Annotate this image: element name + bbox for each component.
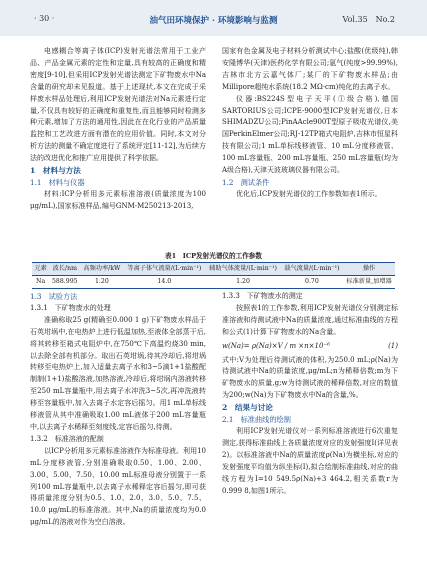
journal-title: 油气田环境保护 · 环境影响与监测 (149, 16, 278, 26)
subsection-heading: 1.3 试验方法 (30, 292, 78, 301)
subsection-heading: 1.1 材料与仪器 (30, 177, 85, 187)
table-cell: 1.20 (80, 276, 123, 289)
subsection-heading: 1.2 测试条件 (222, 177, 270, 187)
paragraph: 仪器:BS224S型电子天平(①级合格),德国SARTORIUS公司;ICPE-9000型ICP发射光谱仪,日本SHIMADZU公司;PinAAcle900T型原子吸收光谱仪,美国PerkinElmer公司;RJ-12TP箱式电阻炉,吉林市恒星科技有限公司;1 mL单标线移液管、10 mL分度移液管、100 mL容量瓶、200 mL容量瓶、250 mL容量瓶(均为A级合格),天津天波玻璃仪器有限公司。 (222, 94, 398, 175)
parameters-table (32, 262, 395, 289)
section-heading: 2 结果与讨论 (222, 403, 273, 413)
paragraph: 按照表1的工作参数,利用ICP发射光谱仪分别测定标准溶液和待测试液中Na的质量浓度,通过标准曲线的方程和公式(1)计算下矿物废水的Na含量。 (222, 303, 398, 336)
table-header-cell: 载气流量/(L·min⁻¹) (281, 263, 343, 276)
table-header-cell: 等离子体气流量/(L·min⁻¹) (123, 263, 205, 276)
paragraph: 以ICP分析用多元素标准溶液作为标准母液。利用10 mL分度移液管,分别准确吸取0.50、1.00、2.00、3.00、5.00、7.50、10.00 mL标准母液分别置于一系列100 mL容量瓶中,以去离子水稀释定容后摇匀,即可获得质量浓度分别为0.5、1.0、2.0、3.0、5.0、7.5、10.0 μg/mL的标准溶液。其中,Na的质量浓度均为0.0 μg/mL的溶液对作为空白溶液。 (30, 446, 206, 527)
table-header-cell: 高频功率/kW (80, 263, 123, 276)
left-column-bottom (30, 291, 206, 529)
subsection-heading: 2.1 标准曲线的绘制 (222, 415, 291, 425)
right-column-bottom (222, 291, 398, 497)
paragraph: 准确称取25 g(精确至0.000 1 g)下矿物废水样品于石英坩埚中,在电热炉上进行低温加热,至液体全部蒸干后,将其转移至箱式电阻炉中,在750℃下高温灼烧30 min,以去除全部有机部分。取出石英坩埚,待其冷却后,将坩埚转移至电热炉上,加入适量去离子水和3~5滴1+1盐酸配制制(1+1)盐酸溶液,加热溶液,冷却后,将坩埚内溶液转移至250 mL容量瓶中,用去离子水冲洗3~5次,再冲洗液转移至容量瓶中,加入去离子水定容后摇匀。用1 mL单标线移液管从其中准确吸取1.00 mL液体于200 mL容量瓶中,以去离子水稀释至刻度线,定容后摇匀,待测。 (30, 315, 206, 431)
left-column-top (30, 46, 206, 213)
table-header-cell: 元素 (32, 263, 49, 276)
table-row (32, 276, 395, 289)
equation (222, 341, 398, 353)
table-cell: 0.70 (281, 276, 343, 289)
right-column-top (222, 46, 398, 201)
table-header-cell: 操作 (343, 263, 395, 276)
paragraph: 利用ICP发射光谱仪对一系列标准溶液进行6次重复测定,获得标准曲线上各质量浓度对应的发射强度I(详见表2)。以标准溶液中Na的质量浓度ρ(Na)为横坐标,对应的发射强度平均值为纵坐标(I),拟合绘制标准曲线,对应的曲线方程为I=10 549.5ρ(Na)+3 464.2,相关系数r为0.999 8,如图1所示。 (222, 426, 398, 495)
paragraph: 优化后,ICP发射光谱仪的工作参数如表1所示。 (236, 189, 382, 198)
table-cell: 标准新量,加增器 (343, 276, 395, 289)
equation-body: w(Na)= ρ(Na)×V / m ×n×10⁻⁶ (222, 341, 330, 350)
section-heading: 1 材料与方法 (30, 166, 81, 176)
sub-subsection-heading: 1.3.1 下矿物废水的处理 (30, 303, 111, 312)
sub-subsection-heading: 1.3.3 下矿物废水的测定 (222, 292, 303, 300)
paragraph: 电感耦合等离子体(ICP)发射光谱法常用于工业产品、产品金属元素的定性和定量,具有较高的正确度和精密度[9-10],但采用ICP发射光谱法测定下矿物废水中Na含量的研究却未见报道。基于上述现状,本文在完成于采样废水样品处理后,利用ICP发射光谱法对Na元素进行定量,不仅具有较好的正确度和重复性,而且能够同时检测多种元素,增加了方法的通用性,因此在在化行业的产品质量监控和工艺改进方面有潜在的应用价值。同时,本文对分析方法的测量不确定度进行了系统评定[11-12],为后续方法的改进优化和推广应用提供了科学依据。 (30, 47, 206, 163)
equation-number: (1) (388, 341, 398, 350)
table-cell: Na (32, 276, 49, 289)
table-cell: 588.995 (49, 276, 80, 289)
paragraph: 材料:ICP分析用多元素标准溶液(质量浓度为100 μg/mL),国家标准样品,编号GNM-M250213-2013, (30, 189, 206, 210)
paragraph: 国家有色金属及电子材料分析测试中心;盐酸(优级纯),韩安隆博华(天津)医药化学有限公司;氩气(纯度>99.99%),吉林市北方云嘉气体厂;某厂的下矿物废水样品;由Millipore超纯水系统(18.2 MΩ·cm)纯化的去离子水。 (222, 47, 398, 91)
page-number: · 30 · (34, 14, 55, 23)
paragraph: 式中:V为处理后待测试液的体积,为250.0 mL;ρ(Na)为待测试液中Na的质量浓度,μg/mL;n为稀释倍数;m为下矿物废水的质量,g;w为待测试液的稀释倍数,对应的数值为200;w(Na)为下矿物废水中Na的含量,%。 (222, 355, 398, 400)
table-cell: 1.20 (205, 276, 280, 289)
table-header-cell: 波长/nm (49, 263, 80, 276)
table-caption: 表1 ICP发射光谱仪的工作参数 (164, 252, 262, 260)
table-header-row (32, 263, 395, 276)
table-cell: 14.0 (123, 276, 205, 289)
page-header (0, 0, 427, 36)
volume-info: Vol.35 No.2 (342, 15, 395, 24)
sub-subsection-heading: 1.3.2 标准溶液的配制 (30, 434, 104, 443)
table-header-cell: 辅助气体流量/(L·min⁻¹) (205, 263, 280, 276)
